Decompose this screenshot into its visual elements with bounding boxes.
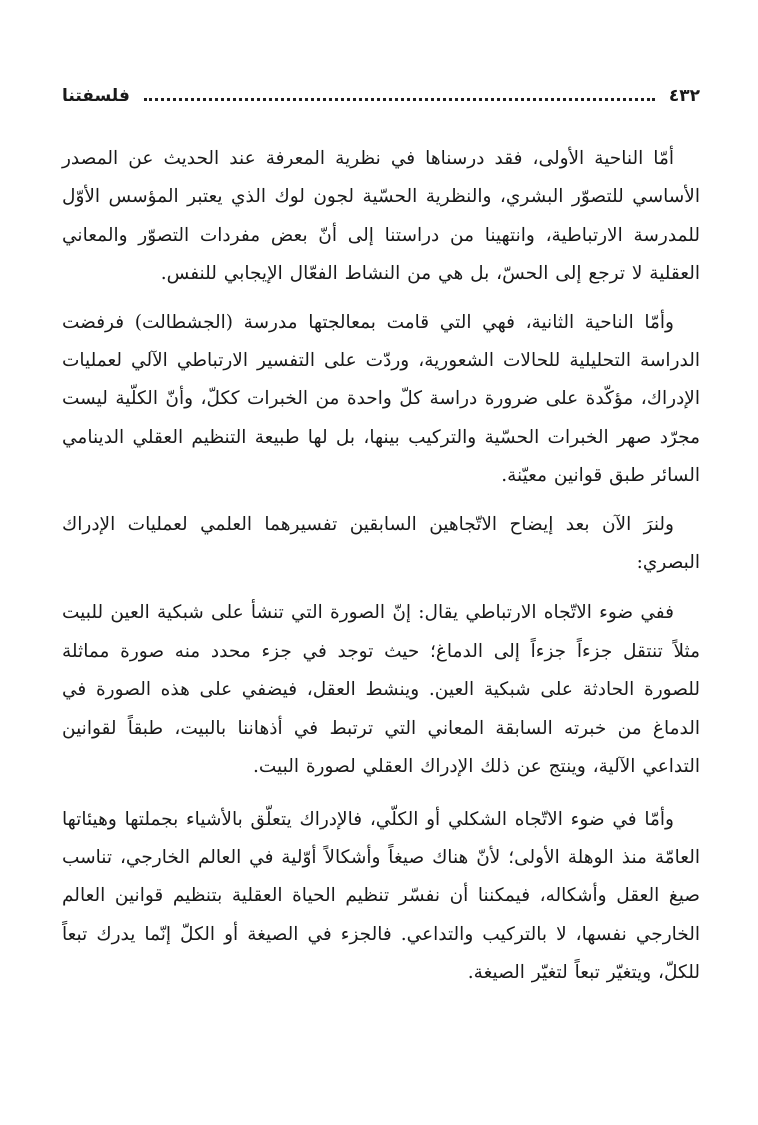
running-head bbox=[62, 78, 700, 114]
book-page bbox=[62, 78, 700, 1003]
paragraph-2: وأمّا الناحية الثانية، فهي التي قامت بمعالجتها مدرسة (الجشطالت) فرفضت الدراسة التحليلية للحالات الشعورية، وردّت على التفسير الارتباطي الآلي لعمليات الإدراك، مؤكّدة على ضرورة دراسة كلّ واحدة من الخبرات ككلّ، وأنّ الكلّية ليست مجرّد صهر الخبرات الحسّية والتركيب بينها، بل لها طبيعة التنظيم العقلي الدينامي السائر طبق قوانين معيّنة. bbox=[62, 311, 700, 487]
paragraph-3: ولنرَ الآن بعد إيضاح الاتّجاهين السابقين تفسيرهما العلمي لعمليات الإدراك البصري: bbox=[62, 513, 700, 574]
book-title: فلسفتنا bbox=[62, 86, 130, 106]
dotted-leader bbox=[144, 98, 655, 101]
paragraph-5: وأمّا في ضوء الاتّجاه الشكلي أو الكلّي، فالإدراك يتعلّق بالأشياء بجملتها وهيئاتها العامّة منذ الوهلة الأولى؛ لأنّ هناك صيغاً وأشكالاً أوّلية في العالم الخارجي، تناسب صيغ العقل وأشكاله، فيمكننا أن نفسّر تنظيم الحياة العقلية بتنظيم قوانين العالم الخارجي نفسها، لا بالتركيب والتداعي. فالجزء في الصيغة أو الكلّ إنّما يدرك تبعاً للكلّ، ويتغيّر تبعاً لتغيّر الصيغة. bbox=[62, 808, 700, 984]
paragraph-1: أمّا الناحية الأولى، فقد درسناها في نظرية المعرفة عند الحديث عن المصدر الأساسي للتصوّر البشري، والنظرية الحسّية لجون لوك الذي يعتبر المؤسس الأوّل للمدرسة الارتباطية، وانتهينا من دراستنا إلى أنّ بعض مفردات التصوّر والمعاني العقلية لا ترجع إلى الحسّ، بل هي من النشاط الفعّال الإيجابي للنفس. bbox=[62, 148, 700, 285]
page-number: ٤٣٢ bbox=[668, 86, 700, 106]
paragraph-4: ففي ضوء الاتّجاه الارتباطي يقال: إنّ الصورة التي تنشأ على شبكية العين للبيت مثلاً تنتقل جزءاً جزءاً إلى الدماغ؛ حيث توجد في جزء محدد منه صورة مماثلة للصورة الحادثة على شبكية العين. وينشط العقل، فيضفي على هذه الصورة في الدماغ من خبرته السابقة المعاني التي ترتبط في أذهاننا بالبيت، طبقاً لقوانين التداعي الآلية، وينتج عن ذلك الإدراك العقلي لصورة البيت. bbox=[62, 602, 700, 778]
